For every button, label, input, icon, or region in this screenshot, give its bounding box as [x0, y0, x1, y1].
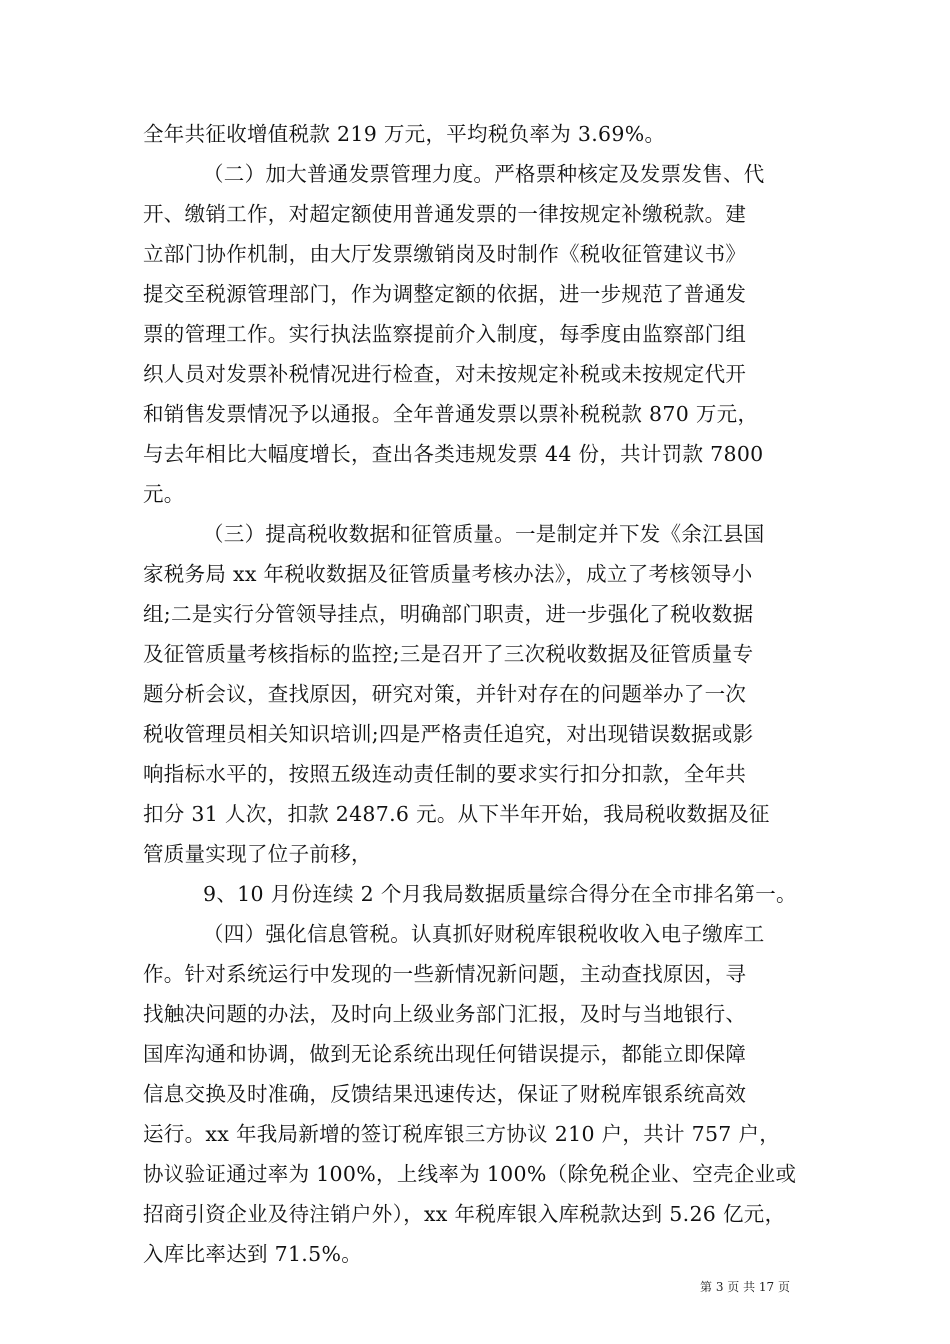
text-line: 国库沟通和协调，做到无论系统出现任何错误提示，都能立即保障 — [143, 1042, 747, 1066]
text-line: 立部门协作机制，由大厅发票缴销岗及时制作《税收征管建议书》 — [143, 242, 747, 266]
text-line: 信息交换及时准确，反馈结果迅速传达，保证了财税库银系统高效 — [143, 1082, 747, 1106]
section-heading-line: （三）提高税收数据和征管质量。一是制定并下发《余江县国 — [203, 522, 765, 546]
text-line: 找触决问题的办法，及时向上级业务部门汇报，及时与当地银行、 — [143, 1002, 747, 1026]
text-line: 入库比率达到 71.5%。 — [143, 1242, 363, 1266]
text-line: 和销售发票情况予以通报。全年普通发票以票补税税款 870 万元， — [143, 402, 759, 426]
text-line: 与去年相比大幅度增长，查出各类违规发票 44 份，共计罚款 7800 — [143, 442, 764, 466]
text-line: 作。针对系统运行中发现的一些新情况新问题，主动查找原因，寻 — [143, 962, 747, 986]
text-line: 运行。xx 年我局新增的签订税库银三方协议 210 户，共计 757 户， — [143, 1122, 781, 1146]
text-line: 协议验证通过率为 100%，上线率为 100%（除免税企业、空壳企业或 — [143, 1162, 797, 1186]
text-line: 招商引资企业及待注销户外），xx 年税库银入库税款达到 5.26 亿元， — [143, 1202, 786, 1226]
text-line: 税收管理员相关知识培训;四是严格责任追究，对出现错误数据或影 — [143, 722, 754, 746]
text-line: 提交至税源管理部门，作为调整定额的依据，进一步规范了普通发 — [143, 282, 747, 306]
text-line: 组;二是实行分管领导挂点，明确部门职责，进一步强化了税收数据 — [143, 602, 754, 626]
section-heading-line: （二）加大普通发票管理力度。严格票种核定及发票发售、代 — [203, 162, 765, 186]
text-line: 响指标水平的，按照五级连动责任制的要求实行扣分扣款，全年共 — [143, 762, 747, 786]
text-line: 管质量实现了位子前移， — [143, 842, 372, 866]
text-line: 票的管理工作。实行执法监察提前介入制度，每季度由监察部门组 — [143, 322, 747, 346]
text-line: 开、缴销工作，对超定额使用普通发票的一律按规定补缴税款。建 — [143, 202, 747, 226]
text-line: 织人员对发票补税情况进行检查，对未按规定补税或未按规定代开 — [143, 362, 747, 386]
text-line: 题分析会议，查找原因，研究对策，并针对存在的问题举办了一次 — [143, 682, 747, 706]
text-line: 9、10 月份连续 2 个月我局数据质量综合得分在全市排名第一。 — [203, 882, 797, 906]
text-line: 全年共征收增值税款 219 万元，平均税负率为 3.69%。 — [143, 122, 666, 146]
section-heading-line: （四）强化信息管税。认真抓好财税库银税收收入电子缴库工 — [203, 922, 765, 946]
text-line: 扣分 31 人次，扣款 2487.6 元。从下半年开始，我局税收数据及征 — [143, 802, 770, 826]
page-number: 第 3 页 共 17 页 — [700, 1280, 790, 1294]
text-line: 家税务局 xx 年税收数据及征管质量考核办法》，成立了考核领导小 — [143, 562, 753, 586]
text-line: 及征管质量考核指标的监控;三是召开了三次税收数据及征管质量专 — [143, 642, 754, 666]
text-line: 元。 — [143, 482, 185, 506]
